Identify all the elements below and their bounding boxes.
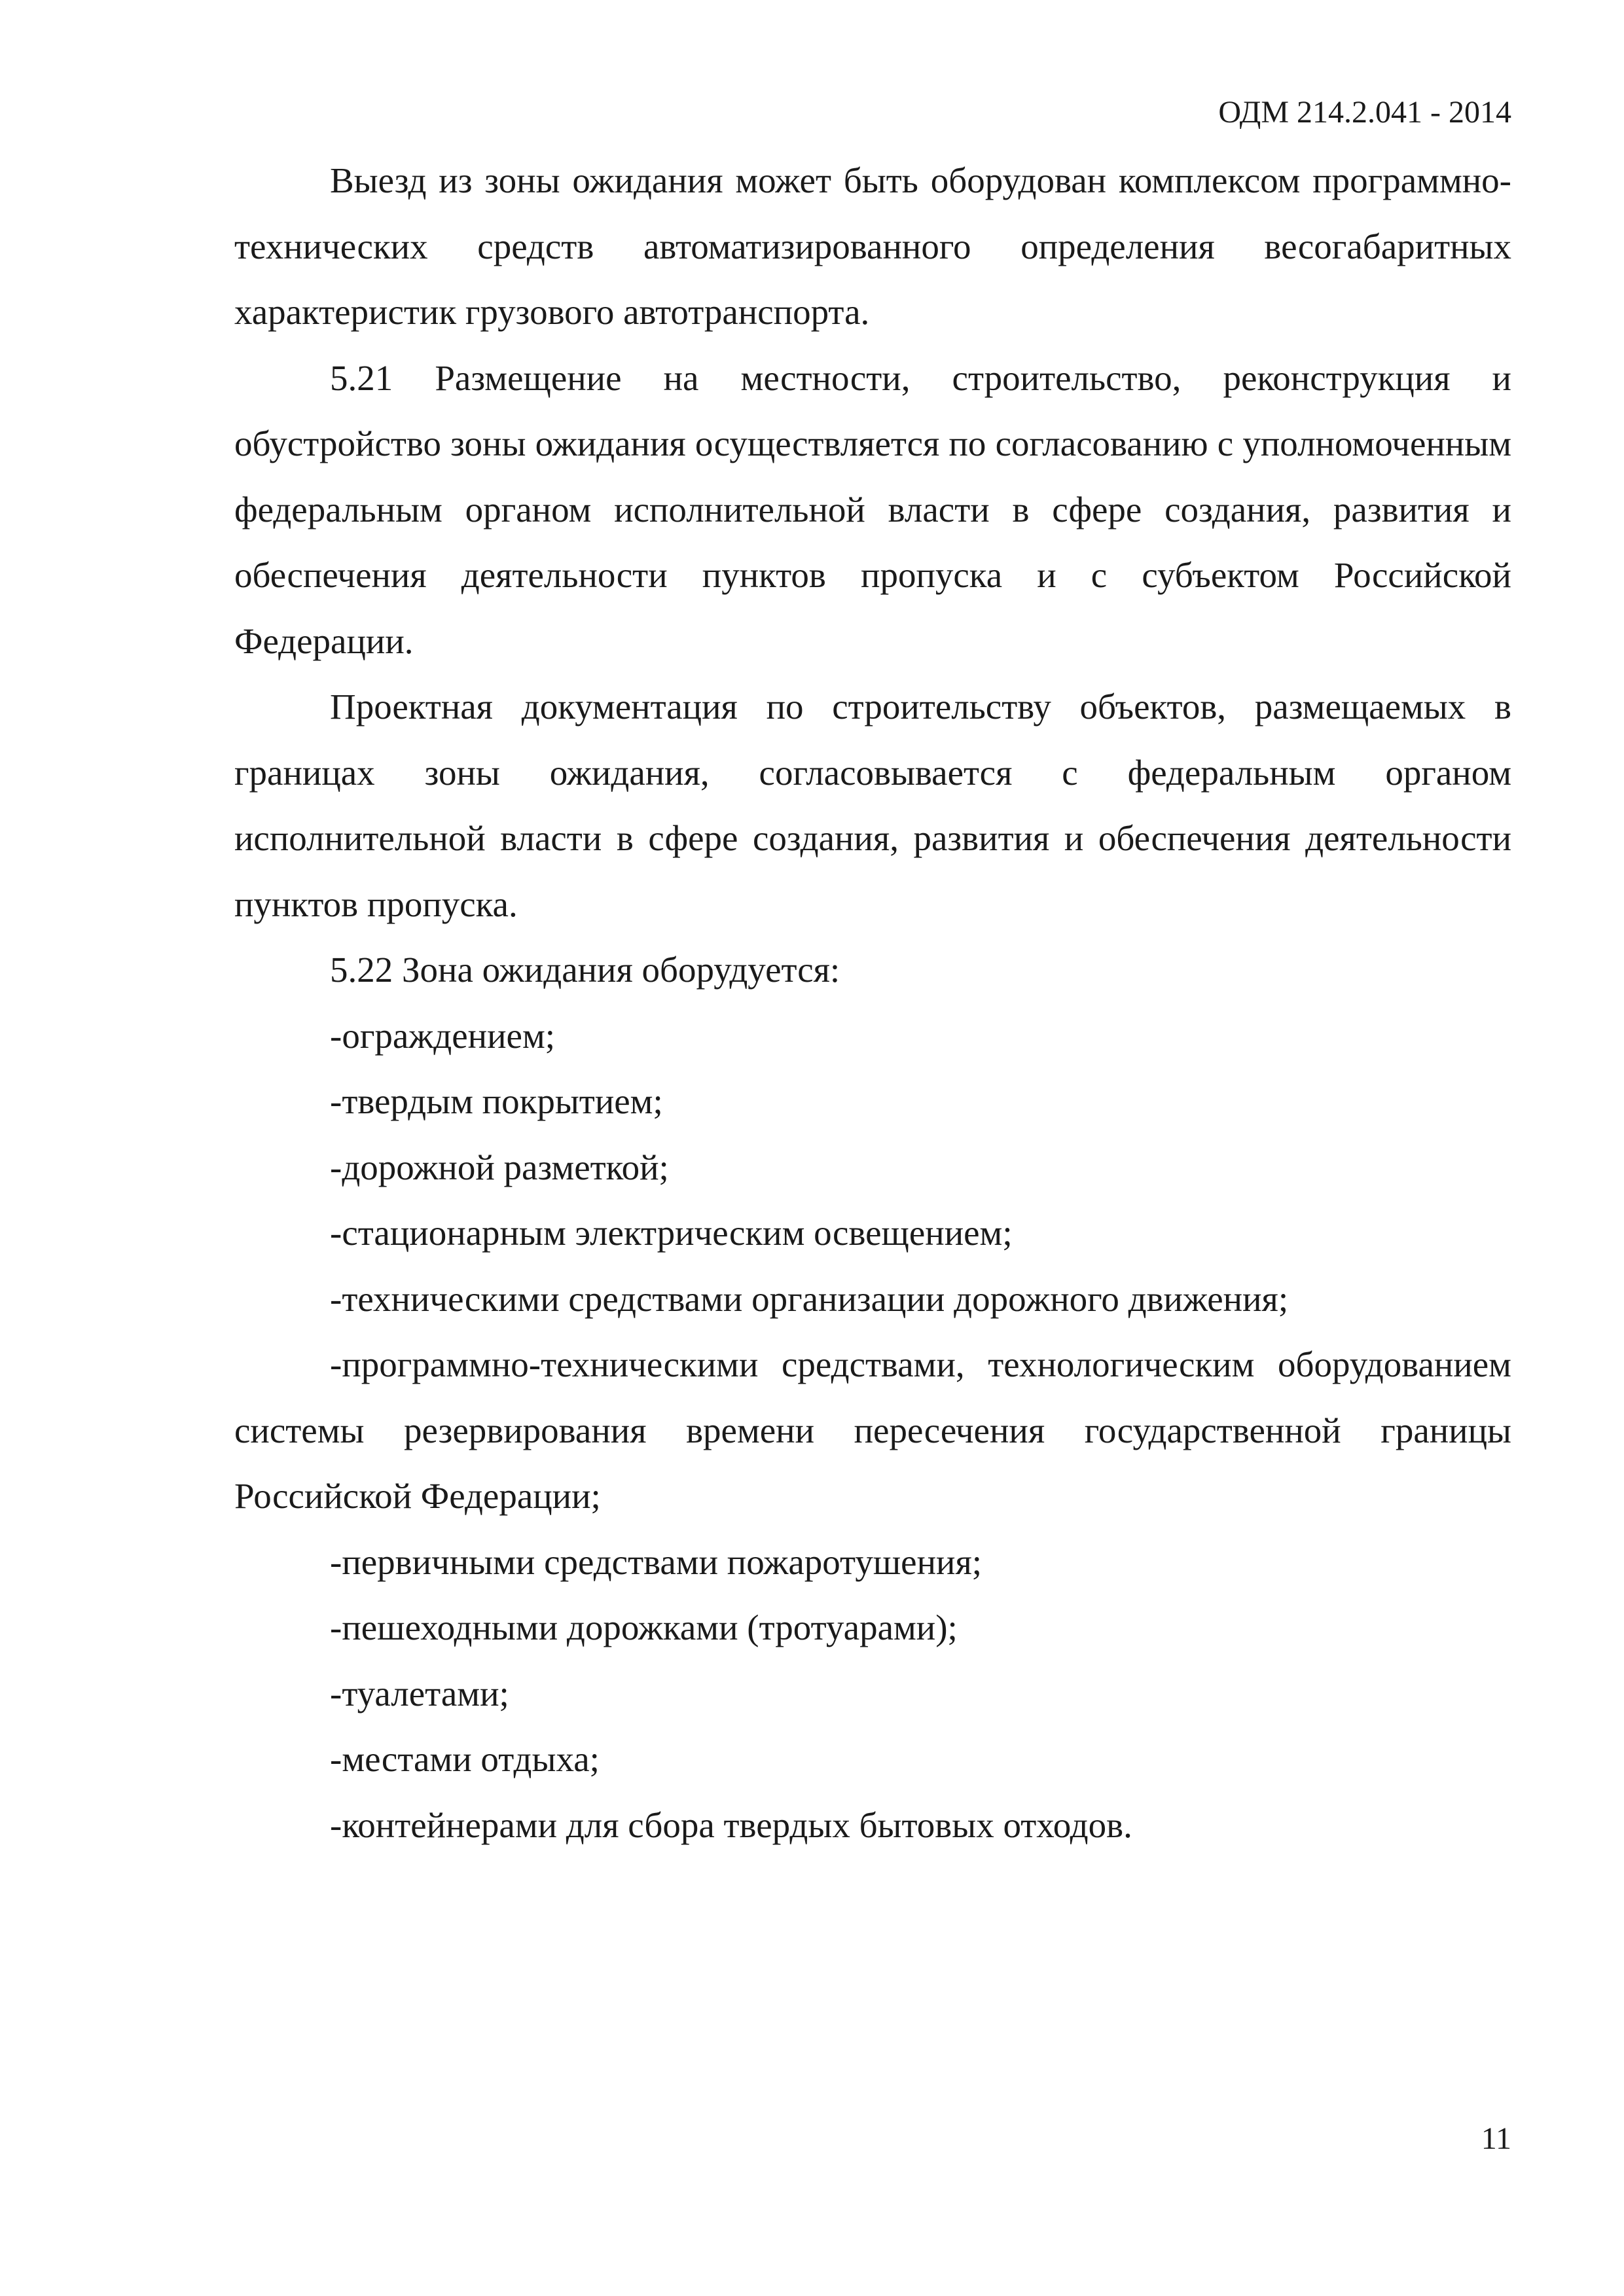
- list-item: -стационарным электрическим освещением;: [330, 1213, 1013, 1253]
- list-item: -первичными средствами пожаротушения;: [330, 1541, 983, 1582]
- list-item: -туалетами;: [330, 1673, 509, 1713]
- page-number: 11: [1481, 2121, 1511, 2156]
- paragraph-project-docs: Проектная документация по строительству объектов, размещаемых в границах зоны ожидания, согласовывается с федеральным органом исполнительной власти в сфере создания, развития и обеспечения деятельности пунктов пропуска.: [234, 687, 1511, 924]
- list-item: -дорожной разметкой;: [330, 1147, 669, 1187]
- list-item: -ограждением;: [330, 1015, 556, 1056]
- list-item: -техническими средствами организации дорожного движения;: [330, 1278, 1289, 1319]
- paragraph-5-22: 5.22 Зона ожидания оборудуется:: [330, 950, 840, 990]
- list-item: -программно-техническими средствами, технологическим оборудованием системы резервирования времени пересечения государственной границы Российской Федерации;: [234, 1344, 1511, 1516]
- list-item: -местами отдыха;: [330, 1739, 600, 1779]
- list-item: -пешеходными дорожками (тротуарами);: [330, 1607, 958, 1647]
- paragraph-5-21: 5.21 Размещение на местности, строительство, реконструкция и обустройство зоны ожидания осуществляется по согласованию с уполномоченным федеральным органом исполнительной власти в сфере создания, развития и обеспечения деятельности пунктов пропуска и с субъектом Российской Федерации.: [234, 357, 1511, 661]
- list-item: -твердым покрытием;: [330, 1081, 663, 1121]
- document-body: [234, 148, 1511, 1858]
- paragraph-exit-equipment: Выезд из зоны ожидания может быть оборудован комплексом программно-технических средств автоматизированного определения весогабаритных характеристик грузового автотранспорта.: [234, 160, 1511, 332]
- list-item: -контейнерами для сбора твердых бытовых отходов.: [330, 1804, 1132, 1845]
- document-code-header: ОДМ 214.2.041 - 2014: [1218, 95, 1511, 130]
